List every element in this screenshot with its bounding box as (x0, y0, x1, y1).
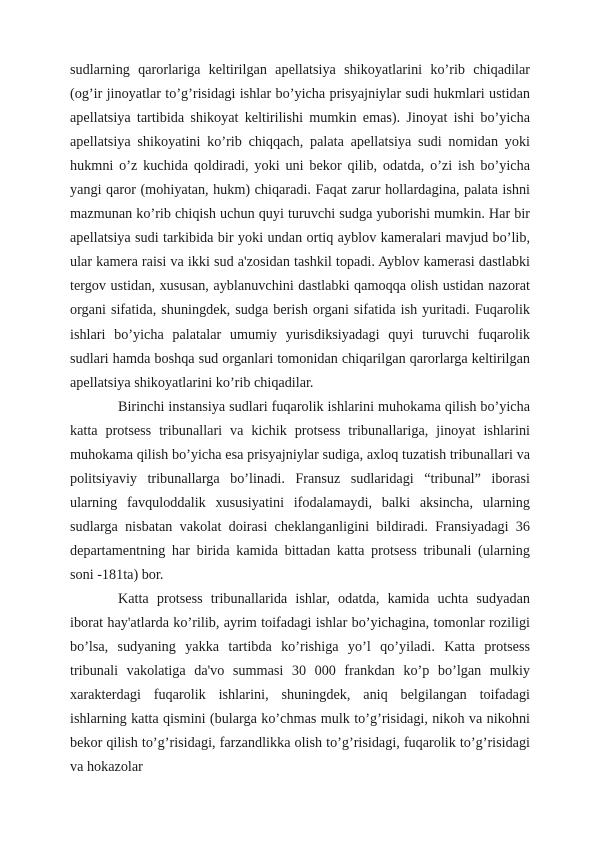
paragraph-3: Katta protsess tribunallarida ishlar, odatda, kamida uchta sudyadan iborat hay'atlarda ko’rilib, ayrim toifadagi ishlar bo’yichagina, tomonlar roziligi bo’lsa, sudyaning yakka tartibda ko’rishiga yo’l qo’yiladi. Katta protsess tribunali vakolatiga da'vo summasi 30 000 frankdan ko’p bo’lgan mulkiy xarakterdagi fuqarolik ishlarini, shuningdek, aniq belgilangan toifadagi ishlarning katta qismini (bularga ko’chmas mulk to’g’risidagi, nikoh va nikohni bekor qilish to’g’risidagi, farzandlikka olish to’g’risidagi, fuqarolik to’g’risidagi va hokazolar (70, 591, 530, 776)
document-page (70, 58, 530, 779)
paragraph-1: sudlarning qarorlariga keltirilgan apellatsiya shikoyatlarini ko’rib chiqadilar (og’ir jinoyatlar to’g’risidagi ishlar bo’yicha prisyajniylar sudi hukmlari ustidan apellatsiya tartibida shikoyat keltirilishi mumkin emas). Jinoyat ishi bo’yicha apellatsiya shikoyatini ko’rib chiqqach, palata apellatsiya sudi nomidan yoki hukmni o’z kuchida qoldiradi, yoki uni bekor qilib, odatda, o’zi ish bo’yicha yangi qaror (mohiyatan, hukm) chiqaradi. Faqat zarur hollardagina, palata ishni mazmunan ko’rib chiqish uchun quyi turuvchi sudga yuborishi mumkin. Har bir apellatsiya sudi tarkibida bir yoki undan ortiq ayblov kameralari mavjud bo’lib, ular kamera raisi va ikki sud a'zosidan tashkil topadi. Ayblov kamerasi dastlabki tergov ustidan, xususan, ayblanuvchini dastlabki qamoqqa olish ustidan nazorat organi sifatida, shuningdek, sudga berish organi sifatida ish yuritadi. Fuqarolik ishlari bo’yicha palatalar umumiy yurisdiksiyadagi quyi turuvchi fuqarolik sudlari hamda boshqa sud organlari tomonidan chiqarilgan qarorlarga keltirilgan apellatsiya shikoyatlarini ko’rib chiqadilar. (70, 62, 530, 391)
paragraph-2: Birinchi instansiya sudlari fuqarolik ishlarini muhokama qilish bo’yicha katta protsess tribunallari va kichik protsess tribunallariga, jinoyat ishlarini muhokama qilish bo’yicha esa prisyajniylar sudiga, axloq tuzatish tribunallari va politsiyaviy tribunallarga bo’linadi. Fransuz sudlaridagi “tribunal” iborasi ularning favquloddalik xususiyatini ifodalamaydi, balki aksincha, ularning sudlarga nisbatan vakolat doirasi cheklanganligini bildiradi. Fransiyadagi 36 departamentning har birida kamida bittadan katta protsess tribunali (ularning soni -181ta) bor. (70, 398, 530, 583)
